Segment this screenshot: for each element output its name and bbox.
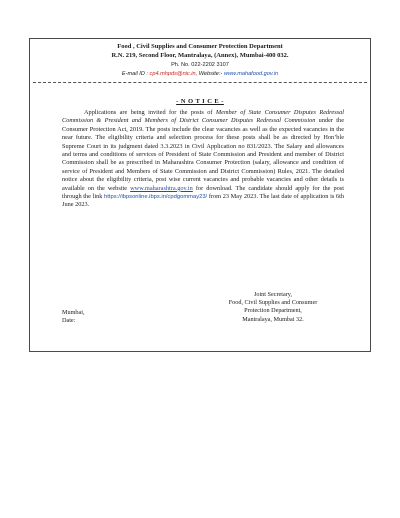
signature-block: [203, 291, 343, 324]
signature-address: Mantralaya, Mumbai 32.: [242, 315, 304, 323]
website-link[interactable]: www.mahafood.gov.in: [223, 70, 279, 77]
divider: [33, 82, 367, 83]
date-label: Date:: [62, 317, 76, 324]
maharashtra-website-link[interactable]: www.maharashtra.gov.in: [130, 184, 193, 192]
department-address: R.N. 219, Second Floor, Mantralaya, (Annex), Mumbai-400 032.: [111, 52, 289, 59]
website-label: , Website:-: [195, 70, 224, 77]
contact-line: [30, 71, 370, 77]
notice-text-1: Applications are being invited for the posts of: [84, 109, 216, 116]
notice-text-4: from 23 May 2023. The last date of application is 6th June 2023.: [62, 193, 344, 209]
notice-frame: [29, 38, 371, 352]
email-link[interactable]: cp4.mhpds@nic.in: [149, 70, 196, 77]
notice-text-2: under the Consumer Protection Act, 2019. The posts include the clear vacancies as well as the expected vacancies in the near future. The eligibility criteria and selection process for these posts shall be as directed by Hon’ble Supreme Court in its judgment dated 3.3.2023 in Civil Application no 831/2023. The Salary and allowances and terms and conditions of services of President of State Commission and President and member of District Commission shall be as prescribed in Maharashtra Consumer Protection (salary, allowance and condition of service of President and Members of State Commission and District Commission) Rules, 2021. The detailed notice about the eligibility criteria, post wise current vacancies and probable vacancies and other details is available on the website: [62, 117, 344, 192]
email-label: E-mail ID :: [121, 70, 150, 77]
department-name: Food , Civil Supplies and Consumer Protection Department: [117, 43, 283, 50]
place-label: Mumbai,: [62, 309, 85, 316]
notice-text-3: for download. The candidate should apply for the post through the link: [62, 184, 344, 201]
phone-number: Ph. No. 022-2202 3107: [171, 62, 229, 68]
notice-posts: Member of State Consumer Disputes Redressal Commission & President and Members of District Consumer Disputes Redressal Commission: [62, 109, 344, 125]
notice-body: [62, 109, 344, 210]
application-link[interactable]: https://ibpsonline.ibps.in/cpdgommay23/: [104, 194, 208, 201]
signature-title: Joint Secretary,: [253, 291, 293, 298]
signature-dept-2: Protection Department,: [244, 307, 302, 315]
notice-title: - N O T I C E -: [176, 98, 224, 105]
signature-dept-1: Food, Civil Supplies and Consumer: [228, 299, 318, 307]
